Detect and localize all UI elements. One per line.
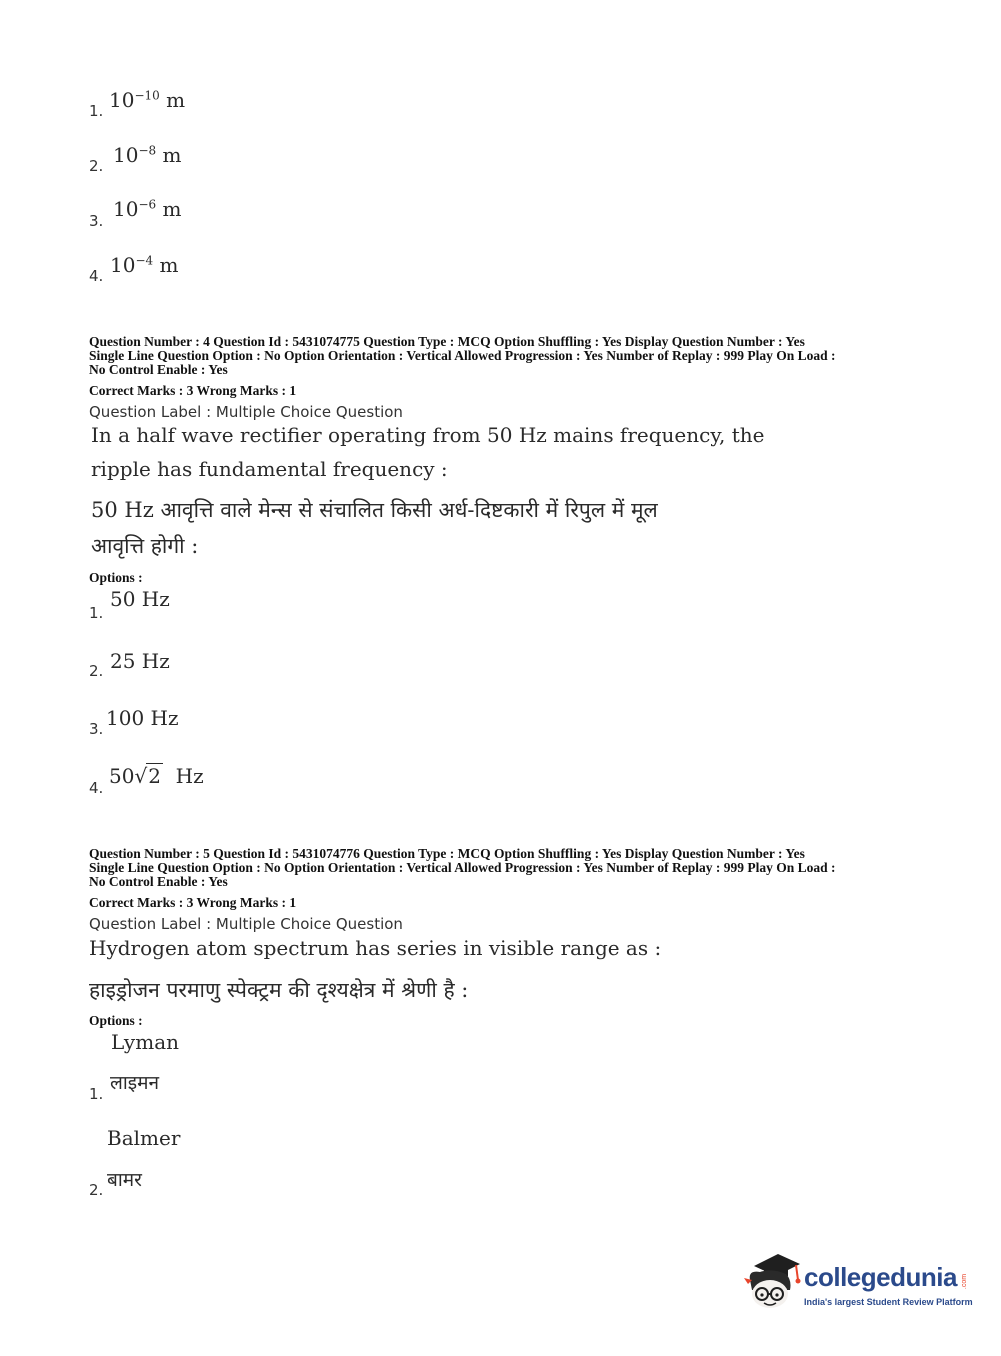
question-text-hi: आवृत्ति होगी : (91, 534, 199, 558)
option-text: $10^{-4}$ m (110, 253, 179, 277)
option-number: 3. (89, 720, 104, 738)
option-text: $10^{-10}$ m (109, 88, 186, 112)
question-meta-line: Question Number : 5 Question Id : 5431074776 Question Type : MCQ Option Shuffling : Yes Display Question Number : Yes (89, 846, 805, 861)
question-label: Question Label : Multiple Choice Question (89, 915, 403, 933)
option-text: $10^{-8}$ m (113, 143, 182, 167)
option-number: 1. (89, 604, 104, 622)
option-text: 50√2 Hz (109, 764, 204, 788)
option-text-en: Balmer (107, 1126, 181, 1150)
question-text-en: ripple has fundamental frequency : (91, 457, 448, 481)
option-text-hi: बामर (107, 1169, 142, 1191)
option-number: 2. (89, 1181, 104, 1199)
option-text: 100 Hz (106, 706, 179, 730)
options-label: Options : (89, 1013, 143, 1028)
option-number: 4. (89, 779, 104, 797)
option-text: $10^{-6}$ m (113, 197, 182, 221)
question-meta-line: Single Line Question Option : No Option Orientation : Vertical Allowed Progression : Yes Number of Replay : 999 Play On Load : (89, 860, 836, 875)
question-meta-line: No Control Enable : Yes (89, 874, 228, 889)
question-text-en: Hydrogen atom spectrum has series in visible range as : (89, 936, 662, 960)
option-number: 1. (89, 1085, 104, 1103)
option-number: 1. (89, 102, 104, 120)
option-text-hi: लाइमन (110, 1072, 160, 1094)
option-text: 50 Hz (110, 587, 170, 611)
option-number: 2. (89, 662, 104, 680)
brand-name: collegedunia (804, 1262, 957, 1292)
question-marks: Correct Marks : 3 Wrong Marks : 1 (89, 383, 297, 398)
option-number: 4. (89, 267, 104, 285)
question-meta-line: Single Line Question Option : No Option Orientation : Vertical Allowed Progression : Yes Number of Replay : 999 Play On Load : (89, 348, 836, 363)
collegedunia-logo (742, 1250, 972, 1320)
square-root-icon: √2 (134, 764, 161, 788)
question-meta-line: Question Number : 4 Question Id : 5431074775 Question Type : MCQ Option Shuffling : Yes Display Question Number : Yes (89, 334, 805, 349)
mascot-icon (742, 1250, 804, 1314)
option-number: 2. (89, 157, 104, 175)
question-meta-line: No Control Enable : Yes (89, 362, 228, 377)
question-text-hi: हाइड्रोजन परमाणु स्पेक्ट्रम की दृश्यक्षेत्र में श्रेणी है : (89, 978, 469, 1002)
option-number: 3. (89, 212, 104, 230)
question-label: Question Label : Multiple Choice Question (89, 403, 403, 421)
question-text-en: In a half wave rectifier operating from 50 Hz mains frequency, the (91, 423, 765, 447)
option-text: 25 Hz (110, 649, 170, 673)
brand-tagline: India's largest Student Review Platform (804, 1297, 973, 1307)
options-label: Options : (89, 570, 143, 585)
option-text-en: Lyman (111, 1030, 179, 1054)
question-marks: Correct Marks : 3 Wrong Marks : 1 (89, 895, 297, 910)
question-text-hi: 50 Hz आवृत्ति वाले मेन्स से संचालित किसी अर्ध-दिष्टकारी में रिपुल में मूल (91, 498, 658, 522)
brand-suffix: .com (961, 1273, 969, 1290)
